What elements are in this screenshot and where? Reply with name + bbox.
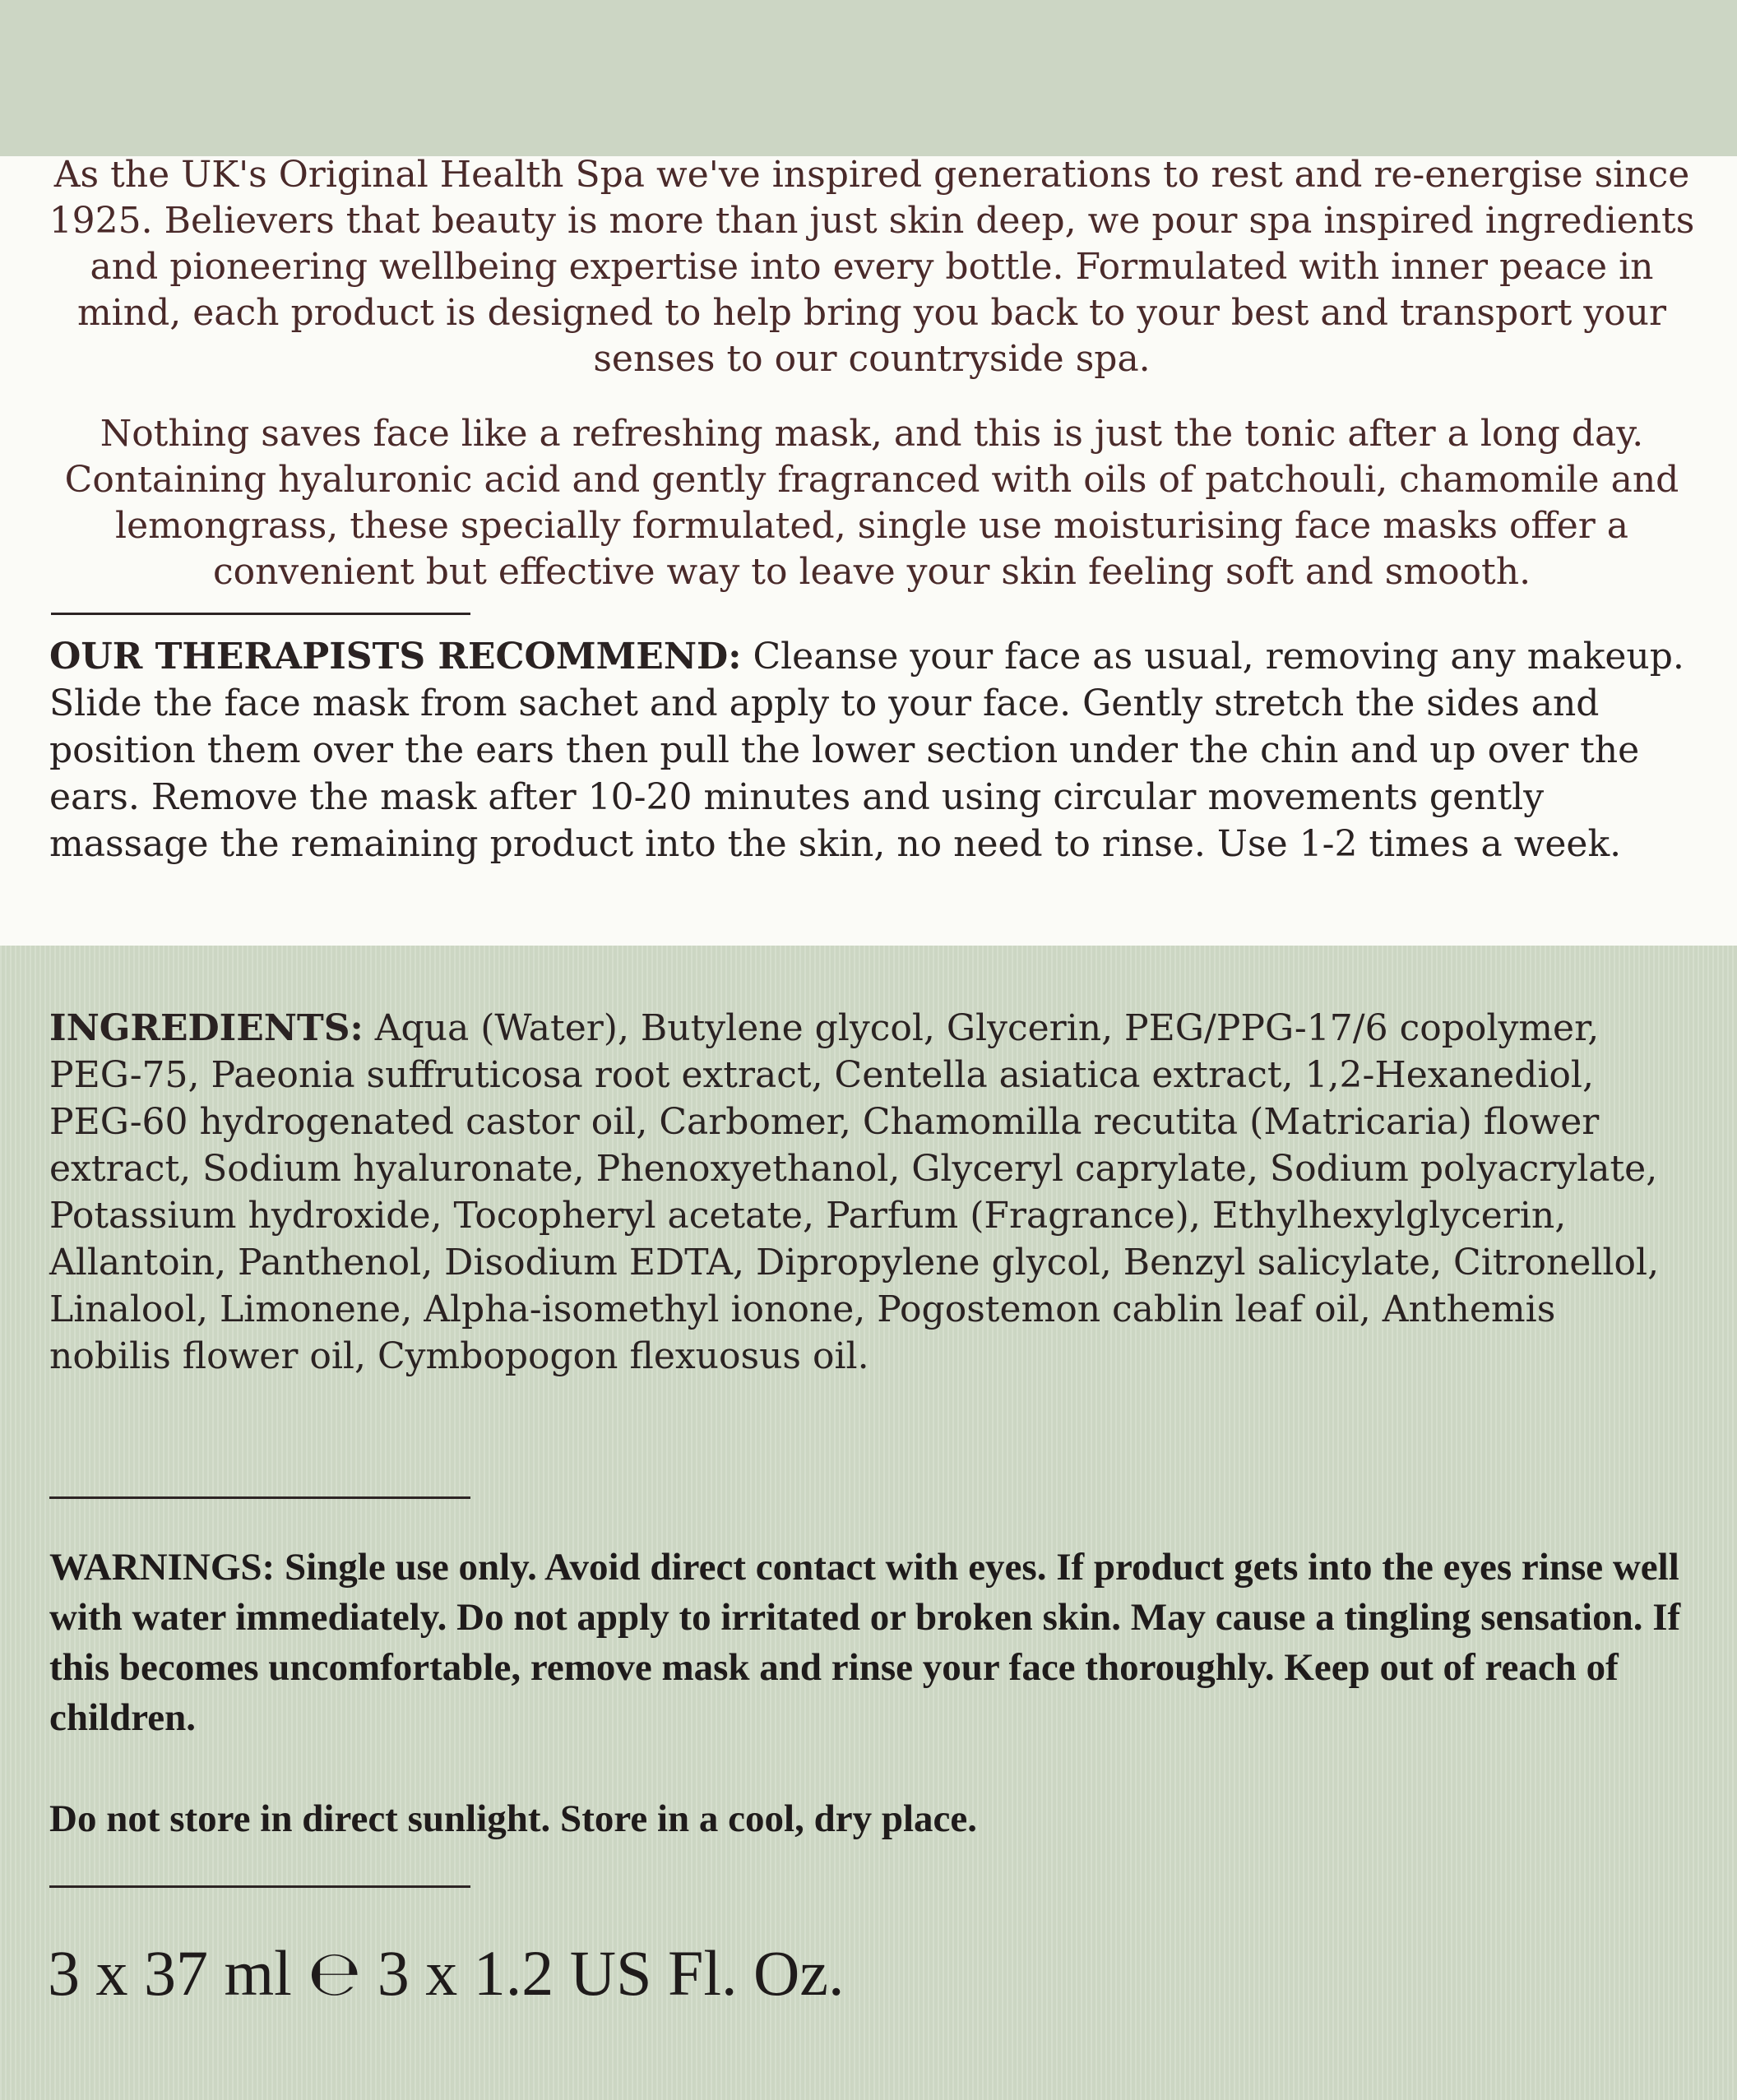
imperial-volume: 3 x 1.2 US Fl. Oz.: [377, 1937, 845, 2009]
estimated-sign-icon: ℮: [308, 1936, 362, 2010]
ingredients-text: Aqua (Water), Butylene glycol, Glycerin, PEG/PPG-17/6 copolymer, PEG-75, Paeonia suffruticosa root extract, Centella asiatica extract, 1,2-Hexanediol, PEG-60 hydrogenated castor oil, Carbomer, Chamomilla recutita (Matricaria) flower extract, Sodium hyaluronate, Phenoxyethanol, Glyceryl caprylate, Sodium polyacrylate, Potassium hydroxide, Tocopheryl acetate, Parfum (Fragrance), Ethylhexylglycerin, Allantoin, Panthenol, Disodium EDTA, Dipropylene glycol, Benzyl salicylate, Citronellol, Linalool, Limonene, Alpha-isomethyl ionone, Pogostemon cablin leaf oil, Anthemis nobilis flower oil, Cymbopogon flexuosus oil.: [49, 1007, 1660, 1377]
recommend-section: [49, 633, 1686, 867]
recommend-text: Cleanse your face as usual, removing any makeup. Slide the face mask from sachet and apply to your face. Gently stretch the sides and position them over the ears then pull the lower section under the chin and up over the ears. Remove the mask after 10-20 minutes and using circular movements gently massage the remaining product into the skin, no need to rinse. Use 1-2 times a week.: [49, 636, 1684, 865]
ingredients-section: [49, 1005, 1686, 1380]
top-background-strip: [0, 0, 1737, 156]
divider-line: [49, 1885, 470, 1888]
storage-text: Do not store in direct sunlight. Store in a cool, dry place.: [49, 1797, 977, 1840]
metric-volume: 3 x 37 ml: [48, 1937, 292, 2009]
ingredients-label: INGREDIENTS:: [49, 1007, 364, 1049]
intro-paragraph-product: Nothing saves face like a refreshing mask, and this is just the tonic after a long day. Containing hyaluronic acid and gently fragranced with oils of patchouli, chamomile and lemongrass, these specially formulated, single use moisturising face masks offer a convenient but effective way to leave your skin feeling soft and smooth.: [64, 413, 1679, 593]
divider-line: [51, 613, 470, 615]
net-contents: [48, 1936, 845, 2010]
intro-paragraph-brand: As the UK's Original Health Spa we've inspired generations to rest and re-energise since 1925. Believers that beauty is more than just skin deep, we pour spa inspired ingredients and pioneering wellbeing expertise into every bottle. Formulated with inner peace in mind, each product is designed to help bring you back to your best and transport your senses to our countryside spa.: [49, 154, 1695, 380]
divider-line: [49, 1496, 470, 1499]
recommend-label: OUR THERAPISTS RECOMMEND:: [49, 636, 742, 678]
warnings-text: WARNINGS: Single use only. Avoid direct contact with eyes. If product gets into the eyes rinse well with water immediately. Do not apply to irritated or broken skin. May cause a tingling sensation. If this becomes uncomfortable, remove mask and rinse your face thoroughly. Keep out of reach of children.: [49, 1546, 1681, 1739]
